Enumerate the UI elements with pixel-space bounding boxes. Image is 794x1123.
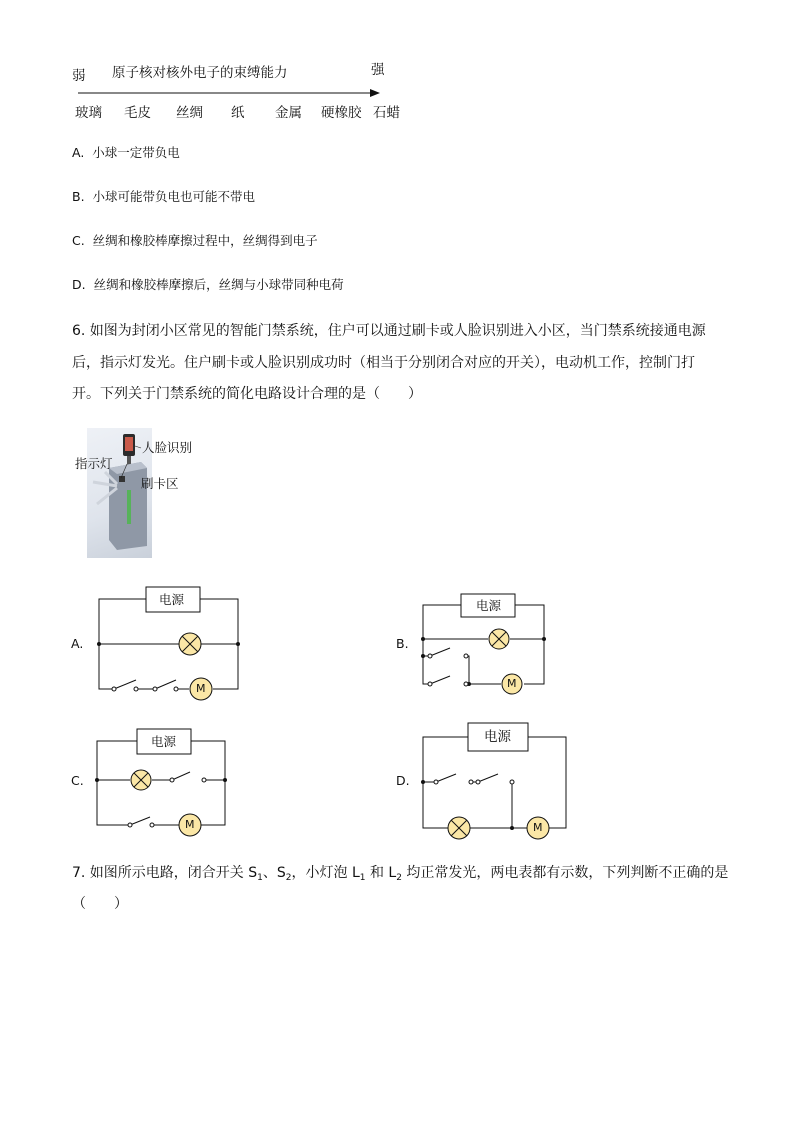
face-recognition-label: 人脸识别 [142,440,193,455]
material-item: 金属 [275,105,302,121]
option-text: 丝绸和橡胶棒摩擦过程中，丝绸得到电子 [92,233,318,248]
series-caption: 原子核对核外电子的束缚能力 [112,65,288,81]
q7-text: 和 L [365,865,397,881]
option-text: 小球可能带负电也可能不带电 [92,189,256,204]
indicator-label: 指示灯 [75,456,113,471]
q7-text: 7. 如图所示电路，闭合开关 S [72,865,258,881]
option-letter: D. [72,277,86,292]
q7-sub: 2 [285,873,292,883]
circuit-c-power-label: 电源 [151,734,177,749]
material-item: 玻璃 [75,105,102,121]
material-item: 石蜡 [373,105,400,121]
circuit-d-power-label: 电源 [484,729,511,745]
q7-text: 、S [262,865,286,881]
q6-line-1: 6. 如图为封闭小区常见的智能门禁系统，住户可以通过刷卡或人脸识别进入小区，当门禁系统接通电源 [72,323,706,339]
q7-line-1 [72,866,728,883]
circuit-a-letter: A. [71,636,84,651]
card-area-label: 刷卡区 [141,476,179,491]
circuit-b-motor-label: M [507,677,517,690]
material-item: 硬橡胶 [321,105,362,121]
option-text: 小球一定带负电 [92,145,180,160]
q7-sub: 1 [359,873,366,883]
circuit-d-letter: D. [396,773,410,788]
material-item: 纸 [231,105,245,121]
option-letter: B. [72,189,85,204]
material-item: 毛皮 [124,105,151,121]
weak-label: 弱 [72,68,86,84]
q7-line-2: （ ） [72,896,128,912]
circuit-a-power-label: 电源 [159,592,185,607]
circuit-b-letter: B. [396,636,409,651]
q7-sub: 2 [396,873,402,883]
q7-sub: 1 [257,873,263,883]
circuit-c-motor-label: M [185,818,195,831]
option-letter: A. [72,145,85,160]
q7-text: ，小灯泡 L [291,865,360,881]
circuit-d-motor-label: M [533,821,543,834]
circuit-c-letter: C. [71,773,84,788]
q7-text: 均正常发光，两电表都有示数，下列判断不正确的是 [401,865,729,881]
strong-label: 强 [371,62,385,78]
circuit-a-motor-label: M [196,682,206,695]
circuit-b-power-label: 电源 [476,598,502,613]
q6-line-3: 开。下列关于门禁系统的简化电路设计合理的是（ ） [72,386,422,402]
q6-line-2: 后，指示灯发光。住户刷卡或人脸识别成功时（相当于分别闭合对应的开关），电动机工作，控制门打 [72,355,695,371]
option-text: 丝绸和橡胶棒摩擦后，丝绸与小球带同种电荷 [93,277,344,292]
option-letter: C. [72,233,85,248]
material-item: 丝绸 [176,105,203,121]
